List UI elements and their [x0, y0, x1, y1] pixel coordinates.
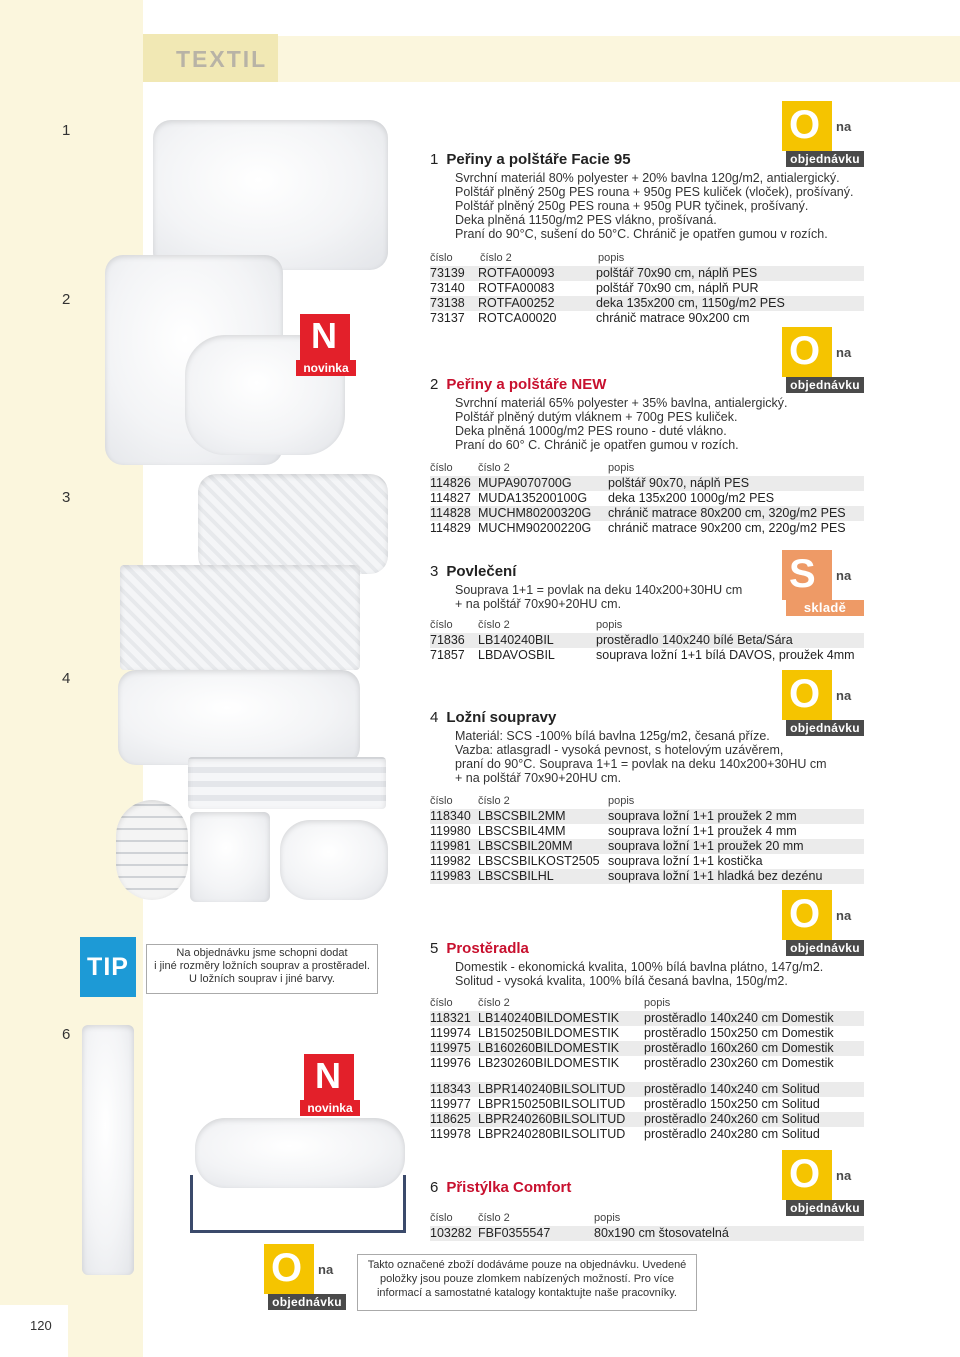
page-title: TEXTIL — [176, 46, 268, 72]
table-row: 118321 LB140240BILDOMESTIK prostěradlo 140x240 cm Domestik — [430, 1011, 864, 1026]
product-table-1: číslo číslo 2 popis 73139 ROTFA00093 polštář 70x90 cm, náplň PES 73140 ROTFA00083 polštář 70x90 cm, náplň PUR 73138 ROTFA00252 deka 135x200 cm, 1150g/m2 PES 73137 ROTCA00020 chránič matrace 90x200 cm — [430, 252, 864, 326]
order-only-badge: O na objednávku — [782, 101, 864, 169]
table-row: 119978 LBPR240280BILSOLITUD prostěradlo 240x280 cm Solitud — [430, 1127, 820, 1141]
section-title: 5 Prostěradla — [430, 940, 529, 957]
row-number: 3 — [62, 489, 71, 506]
row-number: 6 — [62, 1026, 71, 1043]
section-title: 6 Přistýlka Comfort — [430, 1179, 572, 1196]
section-title: 2 Peřiny a polštáře NEW — [430, 376, 607, 393]
fabric-image — [280, 820, 388, 900]
section-6 — [430, 1181, 770, 1199]
section-3: 3 Povlečení Souprava 1+1 = povlak na deku 140x200+30HU cm + na polštář 70x90+20HU cm. — [430, 565, 770, 611]
bedlinen-image-2 — [120, 565, 360, 670]
table-row: 114829 MUCHM90200220G chránič matrace 90x200 cm, 220g/m2 PES — [430, 521, 846, 535]
table-row: 119981 LBSCSBIL20MM souprava ložní 1+1 proužek 20 mm — [430, 839, 864, 854]
table-row: 73138 ROTFA00252 deka 135x200 cm, 1150g/m2 PES — [430, 296, 864, 311]
section-4: 4 Ložní soupravy Materiál: SCS -100% bílá bavlna 125g/m2, česaná příze. Vazba: atlasgradl - vysoká pevnost, s hotelovým uzávěrem, praní do 90°C. Souprava 1+1 = povlak na deku 140x200+30HU cm + na polštář 70x90+20HU cm. — [430, 711, 870, 785]
order-legend-note: Takto označené zboží dodáváme pouze na objednávku. Uvedené položky jsou pouze zlomkem nabízených možností. Pro více informací a samostatné katalogy kontaktujte naše pracovníky. — [357, 1254, 697, 1311]
order-only-badge: O na objednávku — [782, 1150, 864, 1218]
product-table-3: číslo číslo 2 popis 71836 LB140240BIL prostěradlo 140x240 bílé Beta/Sára 71857 LBDAVOSBIL souprava ložní 1+1 bílá DAVOS, proužek 4mm — [430, 619, 864, 663]
order-only-badge-legend: O na objednávku — [264, 1244, 346, 1312]
table-row: 114828 MUCHM80200320G chránič matrace 80x200 cm, 320g/m2 PES — [430, 506, 864, 521]
table-row: 119983 LBSCSBILHL souprava ložní 1+1 hladká bez dezénu — [430, 869, 864, 884]
product-table-5b — [430, 1082, 864, 1142]
table-row: 119974 LB150250BILDOMESTIK prostěradlo 150x250 cm Domestik — [430, 1026, 834, 1040]
folded-bed-image — [82, 1025, 134, 1275]
table-row: 119977 LBPR150250BILSOLITUD prostěradlo 150x250 cm Solitud — [430, 1097, 820, 1111]
table-row: 119975 LB160260BILDOMESTIK prostěradlo 160x260 cm Domestik — [430, 1041, 864, 1056]
section-5: 5 Prostěradla Domestik - ekonomická kvalita, 100% bílá bavlna plátno, 147g/m2. Solitud - vysoká kvalita, 100% bílá česaná bavlna, 150g/m2. — [430, 942, 870, 988]
fabric-grid-image — [116, 800, 188, 900]
table-row: 73137 ROTCA00020 chránič matrace 90x200 cm — [430, 311, 750, 325]
table-row: 118340 LBSCSBIL2MM souprava ložní 1+1 proužek 2 mm — [430, 809, 864, 824]
product-table-4: číslo číslo 2 popis 118340 LBSCSBIL2MM souprava ložní 1+1 proužek 2 mm 119980 LBSCSBIL4MM souprava ložní 1+1 proužek 4 mm 119981 LBSCSBIL20MM souprava ložní 1+1 proužek 20 mm 119982 LBSCSBILKOST2505 souprava ložní 1+1 kostička 119983 LBSCSBILHL souprava ložní 1+1 hladká bez dezénu — [430, 795, 864, 884]
row-number: 4 — [62, 670, 71, 687]
table-row: 114826 MUPA9070700G polštář 90x70, náplň PES — [430, 476, 864, 491]
table-row: 71857 LBDAVOSBIL souprava ložní 1+1 bílá DAVOS, proužek 4mm — [430, 648, 855, 662]
guest-bed-frame — [190, 1175, 406, 1233]
fabric-stripe-image — [188, 757, 386, 809]
section-title: 4 Ložní soupravy — [430, 709, 557, 726]
table-row: 119976 LB230260BILDOMESTIK prostěradlo 230x260 cm Domestik — [430, 1056, 834, 1070]
new-product-badge: N novinka — [300, 1054, 360, 1116]
table-row: 73139 ROTFA00093 polštář 70x90 cm, náplň PES — [430, 266, 864, 281]
table-row: 118343 LBPR140240BILSOLITUD prostěradlo 140x240 cm Solitud — [430, 1082, 864, 1097]
table-row: 71836 LB140240BIL prostěradlo 140x240 bílé Beta/Sára — [430, 633, 864, 648]
product-table-5: číslo číslo 2 popis 118321 LB140240BILDOMESTIK prostěradlo 140x240 cm Domestik 119974 LB150250BILDOMESTIK prostěradlo 150x250 cm Domestik 119975 LB160260BILDOMESTIK prostěradlo 160x260 cm Domestik 119976 LB230260BILDOMESTIK prostěradlo 230x260 cm Domestik — [430, 997, 864, 1071]
tip-note: Na objednávku jsme schopni dodat i jiné rozměry ložních souprav a prostěradel. U ložních souprav i jiné barvy. — [146, 944, 378, 994]
table-row: 103282 FBF0355547 80x190 cm štosovatelná — [430, 1226, 864, 1241]
pillow-image — [118, 670, 360, 765]
in-stock-badge: S na skladě — [782, 550, 864, 618]
section-title: 1 Peřiny a polštáře Facie 95 — [430, 151, 631, 168]
fabric-plain-image — [190, 812, 270, 902]
section-2: 2 Peřiny a polštáře NEW Svrchní materiál 65% polyester + 35% bavlna, antialergický. Polštář plněný dutým vláknem + 700g PES kuliček. Deka plněná 1000g/m2 PES rouno - duté vlákno. Praní do 60° C. Chránič je opatřen gumou v rozích. — [430, 378, 870, 452]
duvet-stack-image — [153, 120, 388, 270]
product-table-6: číslo číslo 2 popis 103282 FBF0355547 80x190 cm štosovatelná — [430, 1212, 864, 1241]
order-only-badge: O na objednávku — [782, 890, 864, 958]
order-only-badge: O na objednávku — [782, 670, 864, 738]
table-row: 119980 LBSCSBIL4MM souprava ložní 1+1 proužek 4 mm — [430, 824, 797, 838]
new-product-badge: N novinka — [296, 314, 356, 376]
table-row: 114827 MUDA135200100G deka 135x200 1000g/m2 PES — [430, 491, 775, 505]
table-row: 119982 LBSCSBILKOST2505 souprava ložní 1+1 kostička — [430, 854, 763, 868]
section-title: 3 Povlečení — [430, 563, 517, 580]
row-number: 1 — [62, 122, 71, 139]
product-table-2: číslo číslo 2 popis 114826 MUPA9070700G polštář 90x70, náplň PES 114827 MUDA135200100G deka 135x200 1000g/m2 PES 114828 MUCHM80200320G chránič matrace 80x200 cm, 320g/m2 PES 114829 MUCHM90200220G chránič matrace 90x200 cm, 220g/m2 PES — [430, 462, 864, 536]
row-number: 2 — [62, 291, 71, 308]
section-1: 1 Peřiny a polštáře Facie 95 Svrchní materiál 80% polyester + 20% bavlna 120g/m2, antialergický. Polštář plněný 250g PES rouna + 950g PES kuliček (vloček), prošívaný. Polštář plněný 250g PES rouna + 950g PUR tyčinek, prošívaný. Deka plněná 1150g/m2 PES vlákno, prošívaná. Praní do 90°C, sušení do 50°C. Chránič je opatřen gumou v rozích. — [430, 153, 870, 241]
order-only-badge: O na objednávku — [782, 327, 864, 395]
page-number: 120 — [30, 1318, 52, 1333]
table-row: 73140 ROTFA00083 polštář 70x90 cm, náplň PUR — [430, 281, 759, 295]
bedlinen-image — [198, 474, 388, 574]
table-row: 118625 LBPR240260BILSOLITUD prostěradlo 240x260 cm Solitud — [430, 1112, 864, 1127]
tip-badge: TIP — [80, 937, 136, 997]
